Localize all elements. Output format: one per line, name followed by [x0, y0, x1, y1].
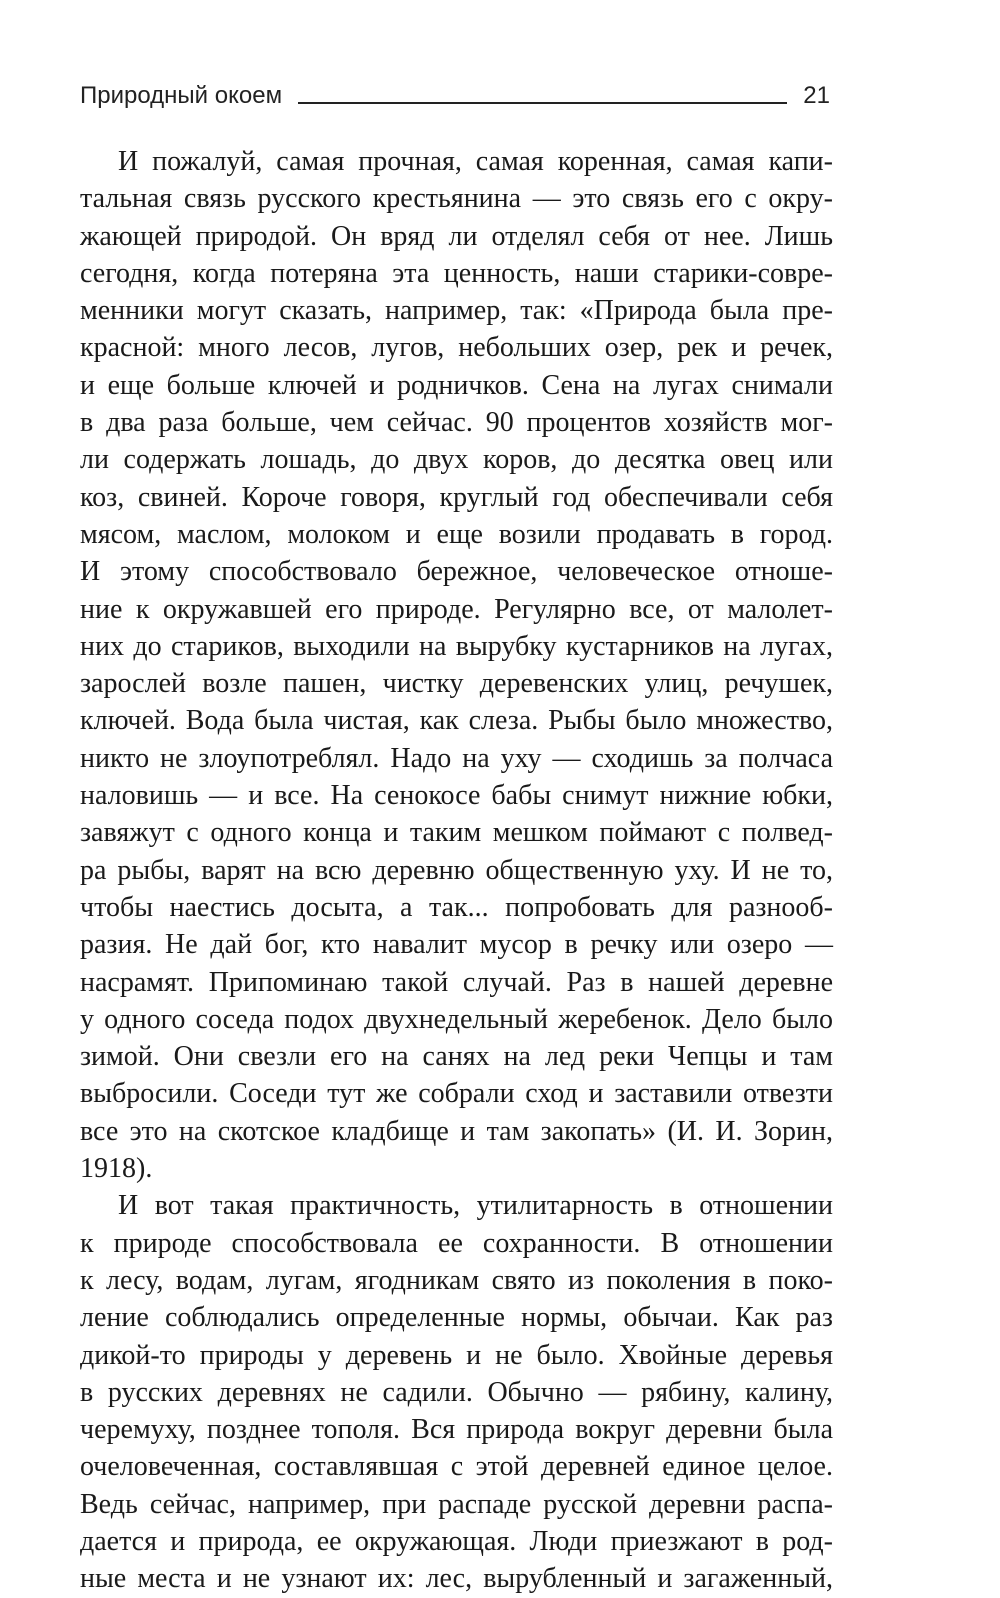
- text-line: разия. Не дай бог, кто навалит мусор в речку или озеро —: [80, 929, 833, 961]
- running-header: [80, 78, 830, 114]
- text-line: сегодня, когда потеряна эта ценность, наши старики-совре-: [80, 257, 833, 289]
- text-line: красной: много лесов, лугов, небольших озер, рек и речек,: [80, 332, 833, 364]
- text-line: ние к окружавшей его природе. Регулярно все, от малолет-: [80, 593, 833, 625]
- paragraph-1: [80, 143, 833, 1187]
- text-line: никто не злоупотреблял. Надо на уху — сходишь за полчаса: [80, 742, 833, 774]
- running-title: Природный окоем: [80, 82, 283, 109]
- text-line: наловишь — и все. На сенокосе бабы снимут нижние юбки,: [80, 780, 833, 812]
- text-line: все это на скотское кладбище и там закопать» (И. И. Зорин,: [80, 1115, 833, 1147]
- text-line: насрамят. Припоминаю такой случай. Раз в нашей деревне: [80, 966, 833, 998]
- text-line: зарослей возле пашен, чистку деревенских улиц, речушек,: [80, 668, 833, 700]
- text-line: к лесу, водам, лугам, ягодникам свято из поколения в поко-: [80, 1264, 833, 1296]
- text-line: к природе способствовала ее сохранности. В отношении: [80, 1227, 833, 1259]
- text-line: в русских деревнях не садили. Обычно — рябину, калину,: [80, 1376, 833, 1408]
- text-line: И вот такая практичность, утилитарность в отношении: [118, 1190, 833, 1222]
- page-number: 21: [803, 82, 830, 109]
- text-line: тальная связь русского крестьянина — это связь его с окру-: [80, 183, 833, 215]
- text-line: в два раза больше, чем сейчас. 90 процентов хозяйств мог-: [80, 407, 833, 439]
- text-line: ключей. Вода была чистая, как слеза. Рыбы было множество,: [80, 705, 833, 737]
- text-line: ные места и не узнают их: лес, вырубленный и загаженный,: [80, 1563, 833, 1595]
- text-line: ра рыбы, варят на всю деревню общественную уху. И не то,: [80, 854, 833, 886]
- text-line: мясом, маслом, молоком и еще возили продавать в город.: [80, 518, 833, 550]
- text-line: дается и природа, ее окружающая. Люди приезжают в род-: [80, 1525, 833, 1557]
- text-line: у одного соседа подох двухнедельный жеребенок. Дело было: [80, 1003, 833, 1035]
- text-line: дикой-то природы у деревень и не было. Хвойные деревья: [80, 1339, 833, 1371]
- text-line: них до стариков, выходили на вырубку кустарников на лугах,: [80, 630, 833, 662]
- text-line: выбросили. Соседи тут же собрали сход и заставили отвезти: [80, 1078, 833, 1110]
- text-line: и еще больше ключей и родничков. Сена на лугах снимали: [80, 369, 833, 401]
- text-line: И этому способствовало бережное, человеческое отноше-: [80, 556, 833, 588]
- text-line: зимой. Они свезли его на санях на лед реки Чепцы и там: [80, 1041, 833, 1073]
- paragraph-2: [80, 1187, 833, 1597]
- text-line: 1918).: [80, 1153, 153, 1185]
- text-line: ли содержать лошадь, до двух коров, до десятка овец или: [80, 444, 833, 476]
- text-line: жающей природой. Он вряд ли отделял себя от нее. Лишь: [80, 220, 833, 252]
- text-line: менники могут сказать, например, так: «Природа была пре-: [80, 295, 833, 327]
- text-line: коз, свиней. Короче говоря, круглый год обеспечивали себя: [80, 481, 833, 513]
- text-line: Ведь сейчас, например, при распаде русской деревни распа-: [80, 1488, 833, 1520]
- text-line: завяжут с одного конца и таким мешком поймают с полвед-: [80, 817, 833, 849]
- text-line: очеловеченная, составлявшая с этой деревней единое целое.: [80, 1451, 833, 1483]
- text-line: ление соблюдались определенные нормы, обычаи. Как раз: [80, 1302, 833, 1334]
- header-rule: [298, 102, 787, 104]
- text-line: чтобы наестись досыта, а так... попробовать для разнооб-: [80, 891, 833, 923]
- body-text: [80, 143, 833, 1598]
- text-line: черемуху, позднее тополя. Вся природа вокруг деревни была: [80, 1414, 833, 1446]
- text-line: И пожалуй, самая прочная, самая коренная, самая капи-: [118, 146, 833, 177]
